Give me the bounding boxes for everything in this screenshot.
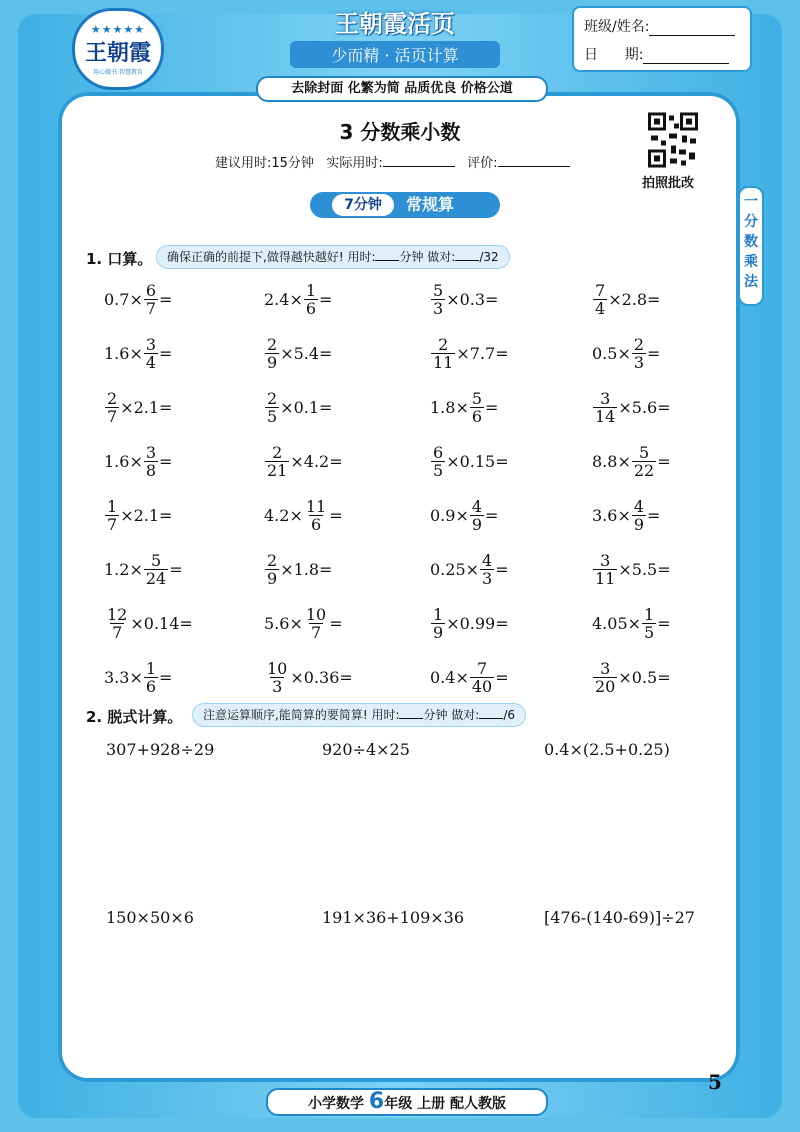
denominator: 7	[112, 623, 123, 642]
section1-tip-unit: 分钟 做对:	[399, 250, 456, 264]
unit-side-tab	[738, 186, 764, 306]
oral-problem	[264, 606, 343, 641]
expression-text: ×4.2=	[290, 452, 343, 471]
denominator: 5	[433, 461, 444, 480]
oral-problem	[104, 336, 172, 371]
expression-text: ×0.1=	[280, 398, 333, 417]
denominator: 7	[107, 407, 118, 426]
oral-problem	[592, 336, 660, 371]
fraction	[470, 660, 494, 695]
denominator: 5	[267, 407, 278, 426]
expression-text: 2.4×	[264, 290, 303, 309]
worksheet-title: 3 分数乘小数	[339, 120, 461, 144]
expression-text: 0.5×	[592, 344, 631, 363]
section1-tip-total: /32	[479, 250, 499, 264]
denominator: 6	[310, 515, 322, 534]
fraction	[304, 282, 318, 317]
section2-tip-text: 注意运算顺序,能简算的要简算! 用时:	[203, 708, 400, 722]
denominator: 9	[471, 515, 483, 534]
section2-score-field[interactable]	[479, 706, 503, 719]
oral-problem	[592, 552, 671, 587]
denominator: 22	[633, 461, 655, 480]
fraction	[632, 444, 656, 479]
denominator: 5	[644, 623, 655, 642]
expression-text: ×2.1=	[120, 398, 173, 417]
oral-problem	[104, 498, 172, 533]
brand-header	[290, 4, 500, 68]
section1-score-field[interactable]	[455, 248, 479, 261]
fraction	[144, 444, 158, 479]
numerator: 1	[305, 281, 317, 300]
star-icon-row: ★★★★★	[90, 22, 146, 36]
expression-text: =	[159, 452, 173, 471]
numerator: 11	[305, 497, 327, 516]
fraction	[105, 498, 119, 533]
fraction	[632, 336, 646, 371]
evaluate-label: 评价:	[467, 156, 498, 171]
logo-name: 王朝霞	[84, 39, 151, 66]
footer-grade: 6	[368, 1089, 385, 1114]
fraction	[593, 282, 607, 317]
qr-code-icon[interactable]	[648, 112, 698, 168]
expression-text: ×0.36=	[290, 668, 353, 687]
expression-text: =	[485, 398, 499, 417]
numerator: 2	[267, 335, 278, 354]
numerator: 2	[272, 443, 283, 462]
oral-problem	[430, 444, 509, 479]
expression-text: 0.25×	[430, 560, 480, 579]
side-tab-char: 分	[744, 214, 758, 230]
denominator: 40	[471, 677, 493, 696]
side-tab-char: 乘	[744, 254, 758, 270]
numerator: 7	[595, 281, 606, 300]
expression-text: =	[657, 614, 671, 633]
denominator: 6	[305, 299, 317, 318]
side-tab-char: 法	[744, 274, 758, 290]
fraction	[265, 552, 279, 587]
expression-text: =	[495, 560, 509, 579]
section2-tip	[192, 703, 526, 727]
oral-problem	[264, 390, 332, 425]
numerator: 10	[267, 659, 288, 678]
expression-text: ×2.8=	[608, 290, 661, 309]
expression-text: ×0.99=	[446, 614, 509, 633]
oral-problem	[592, 660, 671, 695]
expression-text: =	[329, 614, 343, 633]
fraction	[144, 552, 168, 587]
numerator: 1	[107, 497, 118, 516]
badge-label: 常规算	[406, 195, 455, 214]
section2-time-field[interactable]	[399, 706, 423, 719]
oral-problem	[104, 660, 172, 695]
expression-text: 1.2×	[104, 560, 143, 579]
numerator: 10	[305, 605, 327, 624]
denominator: 20	[595, 677, 616, 696]
numerator: 3	[145, 335, 157, 354]
date-field[interactable]	[643, 49, 729, 64]
fraction	[480, 552, 494, 587]
fraction	[593, 390, 617, 425]
side-tab-char: 数	[744, 234, 758, 250]
expression-text: =	[329, 506, 343, 525]
expression-text: =	[657, 452, 671, 471]
expression-text: =	[159, 290, 173, 309]
section2-label: 2. 脱式计算。	[86, 708, 183, 726]
denominator: 7	[107, 515, 118, 534]
expression-text: ×0.3=	[446, 290, 499, 309]
expression-text: 1.8×	[430, 398, 469, 417]
calc-problem: 0.4×(2.5+0.25)	[544, 740, 670, 759]
numerator: 3	[600, 551, 611, 570]
expression-text: ×0.14=	[130, 614, 193, 633]
denominator: 3	[272, 677, 283, 696]
numerator: 12	[107, 605, 128, 624]
fraction	[431, 444, 445, 479]
denominator: 7	[145, 299, 157, 318]
fraction	[265, 660, 289, 695]
fraction	[265, 444, 289, 479]
section1-tip-text: 确保正确的前提下,做得越快越好! 用时:	[167, 250, 376, 264]
logo-tagline: 用心做书 智慧教育	[93, 68, 143, 76]
denominator: 6	[145, 677, 157, 696]
oral-problem	[104, 444, 172, 479]
denominator: 4	[595, 299, 606, 318]
footer-edition: 年级 上册 配人教版	[384, 1096, 506, 1112]
oral-problem	[104, 606, 193, 641]
side-tab-char: 一	[744, 194, 758, 210]
denominator: 7	[310, 623, 322, 642]
fraction	[144, 660, 158, 695]
denominator: 4	[145, 353, 157, 372]
numerator: 5	[433, 281, 444, 300]
expression-text: 1.6×	[104, 452, 143, 471]
oral-problem	[592, 282, 660, 317]
oral-problem	[104, 390, 172, 425]
numerator: 2	[107, 389, 118, 408]
expression-text: =	[495, 668, 509, 687]
expression-text: =	[319, 290, 333, 309]
numerator: 2	[633, 335, 645, 354]
oral-problem	[430, 498, 498, 533]
oral-problem	[430, 552, 509, 587]
expression-text: ×5.6=	[618, 398, 671, 417]
numerator: 3	[145, 443, 157, 462]
oral-problem	[592, 498, 660, 533]
numerator: 2	[267, 551, 278, 570]
brand-logo	[72, 8, 164, 90]
denominator: 3	[633, 353, 645, 372]
actual-time-field[interactable]	[383, 154, 455, 167]
numerator: 2	[267, 389, 278, 408]
numerator: 1	[145, 659, 157, 678]
expression-text: ×0.15=	[446, 452, 509, 471]
fraction	[470, 390, 484, 425]
oral-problem	[430, 660, 509, 695]
expression-text: 4.2×	[264, 506, 303, 525]
footer-banner	[266, 1088, 548, 1116]
calc-problem: 307+928÷29	[106, 740, 215, 759]
expression-text: 3.3×	[104, 668, 143, 687]
calc-problem: 920÷4×25	[322, 740, 410, 759]
oral-problem	[104, 282, 172, 317]
numerator: 3	[600, 389, 611, 408]
oral-problem	[592, 606, 671, 641]
denominator: 9	[267, 569, 278, 588]
footer-subject: 小学数学	[308, 1096, 365, 1112]
denominator: 9	[267, 353, 278, 372]
denominator: 14	[595, 407, 616, 426]
expression-text: =	[647, 344, 661, 363]
denominator: 9	[633, 515, 645, 534]
oral-problem	[264, 282, 332, 317]
fraction	[470, 498, 484, 533]
calc-problem: 150×50×6	[106, 908, 194, 927]
numerator: 4	[471, 497, 483, 516]
time-meta	[215, 152, 570, 171]
brand-subtitle: 少而精 · 活页计算	[290, 41, 500, 68]
fraction	[105, 390, 119, 425]
expression-text: 1.6×	[104, 344, 143, 363]
oral-problem	[264, 444, 343, 479]
oral-problem	[430, 606, 509, 641]
class-name-field[interactable]	[649, 21, 735, 36]
expression-text: 0.9×	[430, 506, 469, 525]
denominator: 21	[267, 461, 288, 480]
expression-text: =	[169, 560, 183, 579]
oral-problem	[430, 336, 509, 371]
expression-text: ×0.5=	[618, 668, 671, 687]
section2-tip-total: /6	[503, 708, 516, 722]
fraction	[105, 606, 129, 641]
numerator: 7	[476, 659, 488, 678]
numerator: 4	[482, 551, 493, 570]
expression-text: 8.8×	[592, 452, 631, 471]
numerator: 1	[433, 605, 444, 624]
calc-problem: 191×36+109×36	[322, 908, 465, 927]
expression-text: 0.4×	[430, 668, 469, 687]
expression-text: =	[159, 344, 173, 363]
student-info-box	[572, 6, 752, 72]
oral-problem	[104, 552, 183, 587]
expression-text: =	[647, 506, 661, 525]
oral-problem	[264, 660, 353, 695]
oral-problem	[592, 390, 671, 425]
expression-text: ×2.1=	[120, 506, 173, 525]
section1-tip	[156, 245, 510, 269]
expression-text: 0.7×	[104, 290, 143, 309]
numerator: 5	[638, 443, 650, 462]
fraction	[632, 498, 646, 533]
fraction	[431, 282, 445, 317]
section1-time-field[interactable]	[375, 248, 399, 261]
calc-problem: [476-(140-69)]÷27	[544, 908, 695, 927]
expression-text: ×5.4=	[280, 344, 333, 363]
denominator: 3	[433, 299, 444, 318]
expression-text: ×7.7=	[456, 344, 509, 363]
numerator: 4	[633, 497, 645, 516]
fraction	[265, 336, 279, 371]
fraction	[431, 606, 445, 641]
oral-problem	[264, 498, 343, 533]
fraction	[265, 390, 279, 425]
fraction	[593, 552, 617, 587]
suggested-time: 建议用时:15分钟	[215, 156, 314, 171]
denominator: 3	[482, 569, 493, 588]
fraction	[304, 498, 328, 533]
actual-time-label: 实际用时:	[326, 156, 383, 171]
expression-text: ×1.8=	[280, 560, 333, 579]
oral-problem	[264, 336, 332, 371]
denominator: 8	[145, 461, 157, 480]
numerator: 5	[471, 389, 483, 408]
denominator: 6	[471, 407, 483, 426]
numerator: 6	[433, 443, 444, 462]
fraction	[593, 660, 617, 695]
denominator: 9	[433, 623, 444, 642]
expression-text: 3.6×	[592, 506, 631, 525]
numerator: 5	[150, 551, 162, 570]
denominator: 11	[433, 353, 454, 372]
expression-text: 5.6×	[264, 614, 303, 633]
badge-time: 7分钟	[332, 194, 394, 216]
oral-problem	[264, 552, 332, 587]
oral-problem	[430, 390, 498, 425]
section2-tip-unit: 分钟 做对:	[423, 708, 480, 722]
fraction	[642, 606, 656, 641]
qr-label: 拍照批改	[642, 176, 695, 191]
expression-text: 4.05×	[592, 614, 642, 633]
oral-problem	[430, 282, 498, 317]
denominator: 11	[595, 569, 616, 588]
fraction	[144, 282, 158, 317]
numerator: 6	[145, 281, 157, 300]
fraction	[431, 336, 455, 371]
fraction	[304, 606, 328, 641]
page-number: 5	[708, 1070, 722, 1094]
denominator: 24	[145, 569, 167, 588]
numerator: 3	[600, 659, 611, 678]
expression-text: =	[485, 506, 499, 525]
numerator: 2	[438, 335, 449, 354]
section-badge	[310, 192, 500, 218]
class-name-label: 班级/姓名:	[584, 19, 650, 35]
expression-text: =	[159, 668, 173, 687]
fraction	[144, 336, 158, 371]
evaluate-field[interactable]	[498, 154, 570, 167]
date-label: 日 期:	[584, 47, 644, 63]
brand-title: 王朝霞活页	[335, 9, 455, 38]
section1-label: 1. 口算。	[86, 250, 153, 268]
oral-problem	[592, 444, 671, 479]
slogan-banner: 去除封面 化繁为简 品质优良 价格公道	[256, 76, 548, 102]
numerator: 1	[644, 605, 655, 624]
expression-text: ×5.5=	[618, 560, 671, 579]
